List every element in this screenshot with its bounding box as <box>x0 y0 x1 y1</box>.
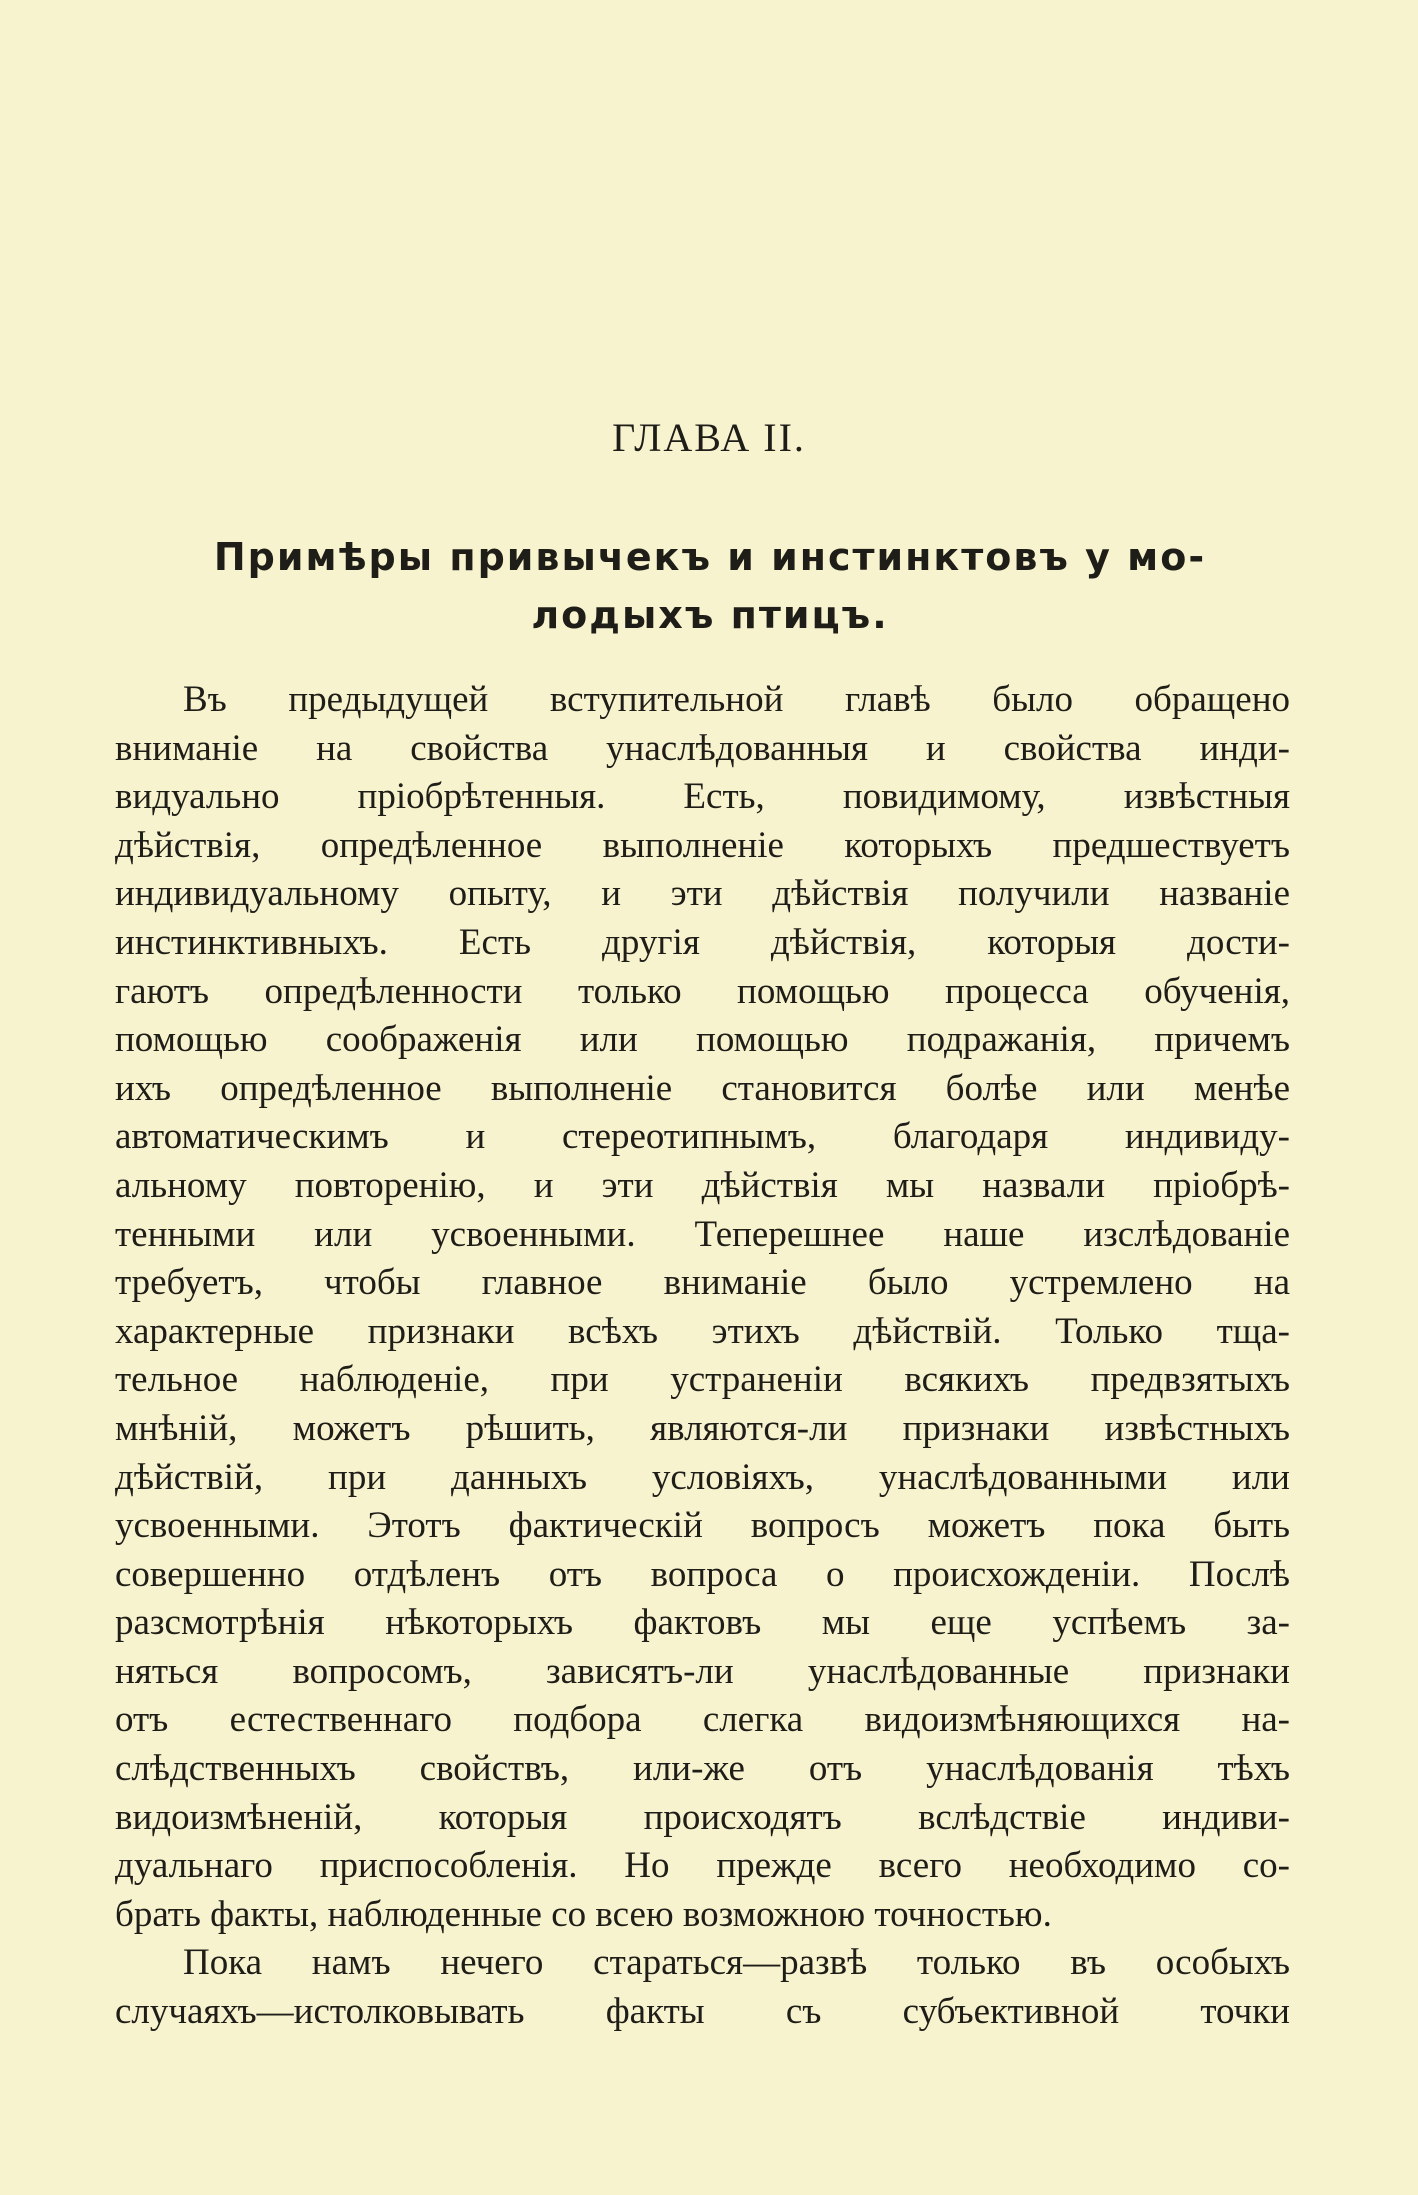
text-line: требуетъ, чтобы главное вниманіе было устремлено на <box>115 1262 1290 1304</box>
text-line: дѣйствія, опредѣленное выполненіе которыхъ предшествуетъ <box>115 824 1290 866</box>
text-line: автоматическимъ и стереотипнымъ, благодаря индивиду- <box>115 1116 1290 1158</box>
text-line: индивидуальному опыту, и эти дѣйствія получили названіе <box>115 873 1290 915</box>
text-line: тенными или усвоенными. Теперешнее наше изслѣдованіе <box>115 1213 1290 1255</box>
text-line: няться вопросомъ, зависятъ-ли унаслѣдованные признаки <box>115 1650 1290 1692</box>
text-line: характерные признаки всѣхъ этихъ дѣйствій. Только тща- <box>115 1310 1290 1352</box>
text-line: ихъ опредѣленное выполненіе становится болѣе или менѣе <box>115 1067 1290 1109</box>
text-line: Въ предыдущей вступительной главѣ было обращено <box>183 679 1290 720</box>
text-line: мнѣній, можетъ рѣшить, являются-ли признаки извѣстныхъ <box>115 1407 1290 1449</box>
text-line: гаютъ опредѣленности только помощью процесса обученія, <box>115 970 1290 1012</box>
chapter-title-line: Примѣры привычекъ и инстинктовъ у мо- <box>213 535 1207 579</box>
chapter-title <box>110 528 1310 644</box>
text-line: инстинктивныхъ. Есть другія дѣйствія, которыя дости- <box>115 921 1290 963</box>
text-line: дуальнаго приспособленія. Но прежде всего необходимо со- <box>115 1845 1290 1887</box>
text-line: вниманіе на свойства унаслѣдованныя и свойства инди- <box>115 727 1290 769</box>
chapter-title-line: лодыхъ птицъ. <box>531 593 889 637</box>
text-line: видуально пріобрѣтенныя. Есть, повидимому, извѣстныя <box>115 776 1290 818</box>
chapter-heading: ГЛАВА II. <box>612 415 806 460</box>
text-line: совершенно отдѣленъ отъ вопроса о происхожденіи. Послѣ <box>115 1553 1290 1595</box>
text-line: слѣдственныхъ свойствъ, или-же отъ унаслѣдованія тѣхъ <box>115 1748 1290 1790</box>
text-line: Пока намъ нечего стараться—развѣ только въ особыхъ <box>183 1942 1290 1984</box>
text-line: усвоенными. Этотъ фактическій вопросъ можетъ пока быть <box>115 1505 1290 1547</box>
body-text <box>115 676 1290 2037</box>
text-line: помощью соображенія или помощью подражанія, причемъ <box>115 1019 1290 1061</box>
text-line: видоизмѣненій, которыя происходятъ вслѣдствіе индиви- <box>115 1796 1290 1838</box>
text-line: отъ естественнаго подбора слегка видоизмѣняющихся на- <box>115 1699 1290 1741</box>
text-line: брать факты, наблюденные со всею возможною точностью. <box>115 1893 1052 1935</box>
text-line: дѣйствій, при данныхъ условіяхъ, унаслѣдованными или <box>115 1456 1290 1498</box>
text-line: разсмотрѣнія нѣкоторыхъ фактовъ мы еще успѣемъ за- <box>115 1602 1290 1644</box>
text-line: тельное наблюденіе, при устраненіи всякихъ предвзятыхъ <box>115 1359 1290 1401</box>
text-line: случаяхъ—истолковывать факты съ субъективной точки <box>115 1991 1290 2033</box>
text-line: альному повторенію, и эти дѣйствія мы назвали пріобрѣ- <box>115 1164 1290 1206</box>
